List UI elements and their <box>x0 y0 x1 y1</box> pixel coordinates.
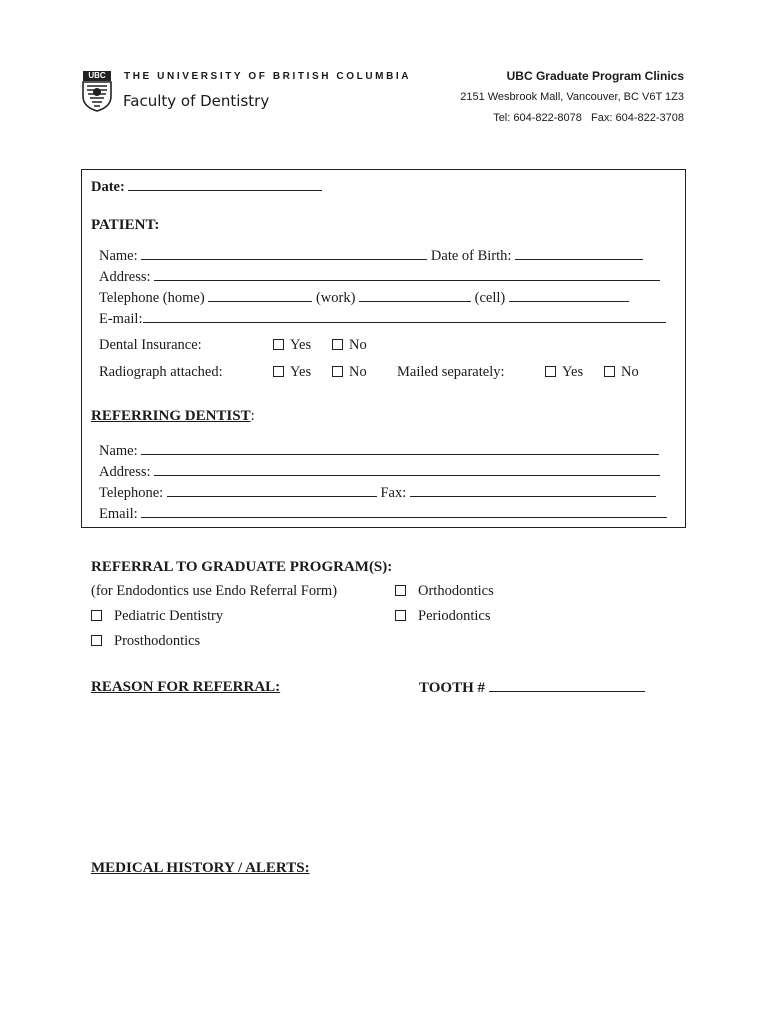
crest-lettering: UBC <box>88 71 106 80</box>
faculty-name: Faculty of Dentistry <box>123 92 270 110</box>
mailed-no-checkbox[interactable] <box>604 366 615 377</box>
patient-telephone-row <box>99 289 629 307</box>
patient-address-field[interactable] <box>154 268 660 281</box>
orthodontics-checkbox[interactable] <box>395 585 406 596</box>
clinic-address: 2151 Wesbrook Mall, Vancouver, BC V6T 1Z3 <box>460 91 684 103</box>
dob-field[interactable] <box>515 247 643 260</box>
mailed-yes-option[interactable] <box>545 364 583 381</box>
insurance-yes-option[interactable] <box>273 337 311 354</box>
tooth-label: TOOTH # <box>419 680 485 696</box>
tooth-field[interactable] <box>489 679 645 692</box>
clinic-phone: Tel: 604-822-8078 Fax: 604-822-3708 <box>493 112 684 124</box>
clinic-info <box>460 66 684 129</box>
pediatric-label: Pediatric Dentistry <box>114 608 224 624</box>
telephone-cell-label: (cell) <box>474 290 506 306</box>
date-label: Date: <box>91 179 125 195</box>
dentist-address-label: Address: <box>99 464 151 480</box>
prosthodontics-label: Prosthodontics <box>114 633 201 649</box>
dentist-email-row <box>99 505 667 523</box>
referring-dentist-heading-text: REFERRING DENTIST <box>91 408 251 424</box>
dentist-email-field[interactable] <box>141 505 667 518</box>
patient-address-row <box>99 268 660 286</box>
referring-dentist-heading <box>91 408 255 425</box>
insurance-yes-checkbox[interactable] <box>273 339 284 350</box>
mailed-separately-label: Mailed separately: <box>397 364 505 380</box>
medical-history-heading: MEDICAL HISTORY / ALERTS: <box>91 860 310 876</box>
dentist-fax-label: Fax: <box>380 485 407 501</box>
radiograph-yes-option[interactable] <box>273 364 311 381</box>
radiograph-label: Radiograph attached: <box>99 364 223 380</box>
orthodontics-option[interactable] <box>395 583 494 600</box>
dentist-address-row <box>99 463 660 481</box>
telephone-home-label: Telephone (home) <box>99 290 205 306</box>
reason-heading: REASON FOR REFERRAL: <box>91 679 281 695</box>
dentist-address-field[interactable] <box>154 463 660 476</box>
patient-name-label: Name: <box>99 248 138 264</box>
mailed-no-label: No <box>621 364 639 380</box>
orthodontics-label: Orthodontics <box>418 583 494 599</box>
periodontics-label: Periodontics <box>418 608 491 624</box>
dob-label: Date of Birth: <box>430 248 512 264</box>
patient-email-label: E-mail: <box>99 311 143 327</box>
insurance-yes-label: Yes <box>290 337 312 353</box>
clinic-name: UBC Graduate Program Clinics <box>506 69 684 83</box>
medical-history-text-area[interactable] <box>91 884 686 1004</box>
periodontics-checkbox[interactable] <box>395 610 406 621</box>
mailed-yes-checkbox[interactable] <box>545 366 556 377</box>
dentist-name-field[interactable] <box>141 442 659 455</box>
dentist-name-row <box>99 442 659 460</box>
dentist-telephone-label: Telephone: <box>99 485 164 501</box>
insurance-no-option[interactable] <box>332 337 367 354</box>
telephone-work-label: (work) <box>315 290 356 306</box>
referring-dentist-heading-colon: : <box>250 408 255 424</box>
radiograph-yes-label: Yes <box>290 364 312 380</box>
periodontics-option[interactable] <box>395 608 491 625</box>
prosthodontics-checkbox[interactable] <box>91 635 102 646</box>
dentist-telephone-field[interactable] <box>167 484 377 497</box>
dentist-telephone-row <box>99 484 656 502</box>
patient-email-field[interactable] <box>143 310 666 323</box>
tooth-row <box>419 679 645 697</box>
endo-note: (for Endodontics use Endo Referral Form) <box>91 583 338 599</box>
dentist-email-label: Email: <box>99 506 138 522</box>
telephone-cell-field[interactable] <box>509 289 629 302</box>
reason-text-area[interactable] <box>91 704 686 844</box>
date-row <box>91 178 322 196</box>
patient-name-field[interactable] <box>141 247 427 260</box>
patient-heading: PATIENT: <box>91 217 160 233</box>
dentist-fax-field[interactable] <box>410 484 656 497</box>
radiograph-no-option[interactable] <box>332 364 367 381</box>
university-name: THE UNIVERSITY OF BRITISH COLUMBIA <box>124 71 412 82</box>
dental-insurance-label: Dental Insurance: <box>99 337 202 353</box>
patient-name-row <box>99 247 643 265</box>
dentist-name-label: Name: <box>99 443 138 459</box>
mailed-no-option[interactable] <box>604 364 639 381</box>
radiograph-no-label: No <box>349 364 367 380</box>
pediatric-option[interactable] <box>91 608 223 625</box>
telephone-work-field[interactable] <box>359 289 471 302</box>
pediatric-checkbox[interactable] <box>91 610 102 621</box>
referral-heading: REFERRAL TO GRADUATE PROGRAM(S): <box>91 559 393 575</box>
mailed-yes-label: Yes <box>562 364 584 380</box>
insurance-no-label: No <box>349 337 367 353</box>
telephone-home-field[interactable] <box>208 289 312 302</box>
radiograph-yes-checkbox[interactable] <box>273 366 284 377</box>
insurance-no-checkbox[interactable] <box>332 339 343 350</box>
date-field[interactable] <box>128 178 322 191</box>
patient-email-row <box>99 310 666 328</box>
patient-address-label: Address: <box>99 269 151 285</box>
prosthodontics-option[interactable] <box>91 633 200 650</box>
radiograph-no-checkbox[interactable] <box>332 366 343 377</box>
